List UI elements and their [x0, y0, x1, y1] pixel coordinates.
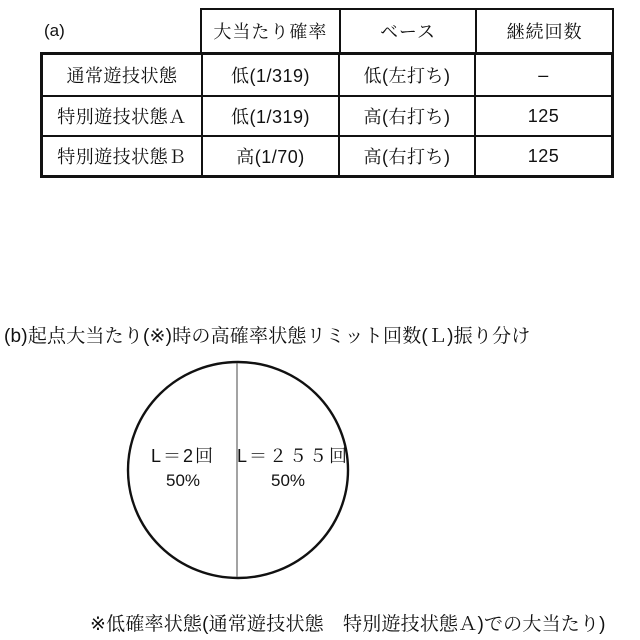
footnote: ※低確率状態(通常遊技状態 特別遊技状態Ａ)での大当たり) [90, 614, 606, 635]
cell-probability: 低(1/319) [201, 95, 338, 135]
cell-base: 高(右打ち) [338, 135, 474, 175]
row-name-special-state-b: 特別遊技状態Ｂ [43, 135, 201, 175]
state-table [40, 8, 614, 178]
cell-continuation-count: – [474, 55, 611, 95]
pie-slice-right-label: L＝２５５回 [237, 446, 350, 466]
row-name-normal-state: 通常遊技状態 [66, 66, 178, 86]
cell-base: 高(右打ち) [338, 95, 474, 135]
cell-probability: 高(1/70) [201, 135, 338, 175]
pie-chart [126, 359, 352, 581]
section-a-label: (a) [44, 21, 65, 40]
cell-base: 低(左打ち) [338, 55, 474, 95]
state-table-body [40, 52, 614, 178]
cell-probability: 低(1/319) [201, 55, 338, 95]
state-table-header-row [200, 8, 614, 52]
header-cell-continuation-count: 継続回数 [475, 10, 612, 52]
cell-continuation-count: 125 [474, 135, 611, 175]
header-cell-base: ベース [339, 10, 476, 52]
pie-slice-left-label: L＝2回 [150, 446, 216, 466]
cell-continuation-count: 125 [474, 95, 611, 135]
pie-outline [128, 362, 348, 578]
header-cell-jackpot-probability: 大当たり確率 [213, 22, 328, 42]
pie-slice-right-percent: 50% [270, 471, 306, 490]
section-b-title: (b)起点大当たり(※)時の高確率状態リミット回数(Ｌ)振り分け [4, 326, 531, 347]
row-name-special-state-a: 特別遊技状態Ａ [43, 95, 201, 135]
pie-slice-left-percent: 50% [165, 471, 201, 490]
